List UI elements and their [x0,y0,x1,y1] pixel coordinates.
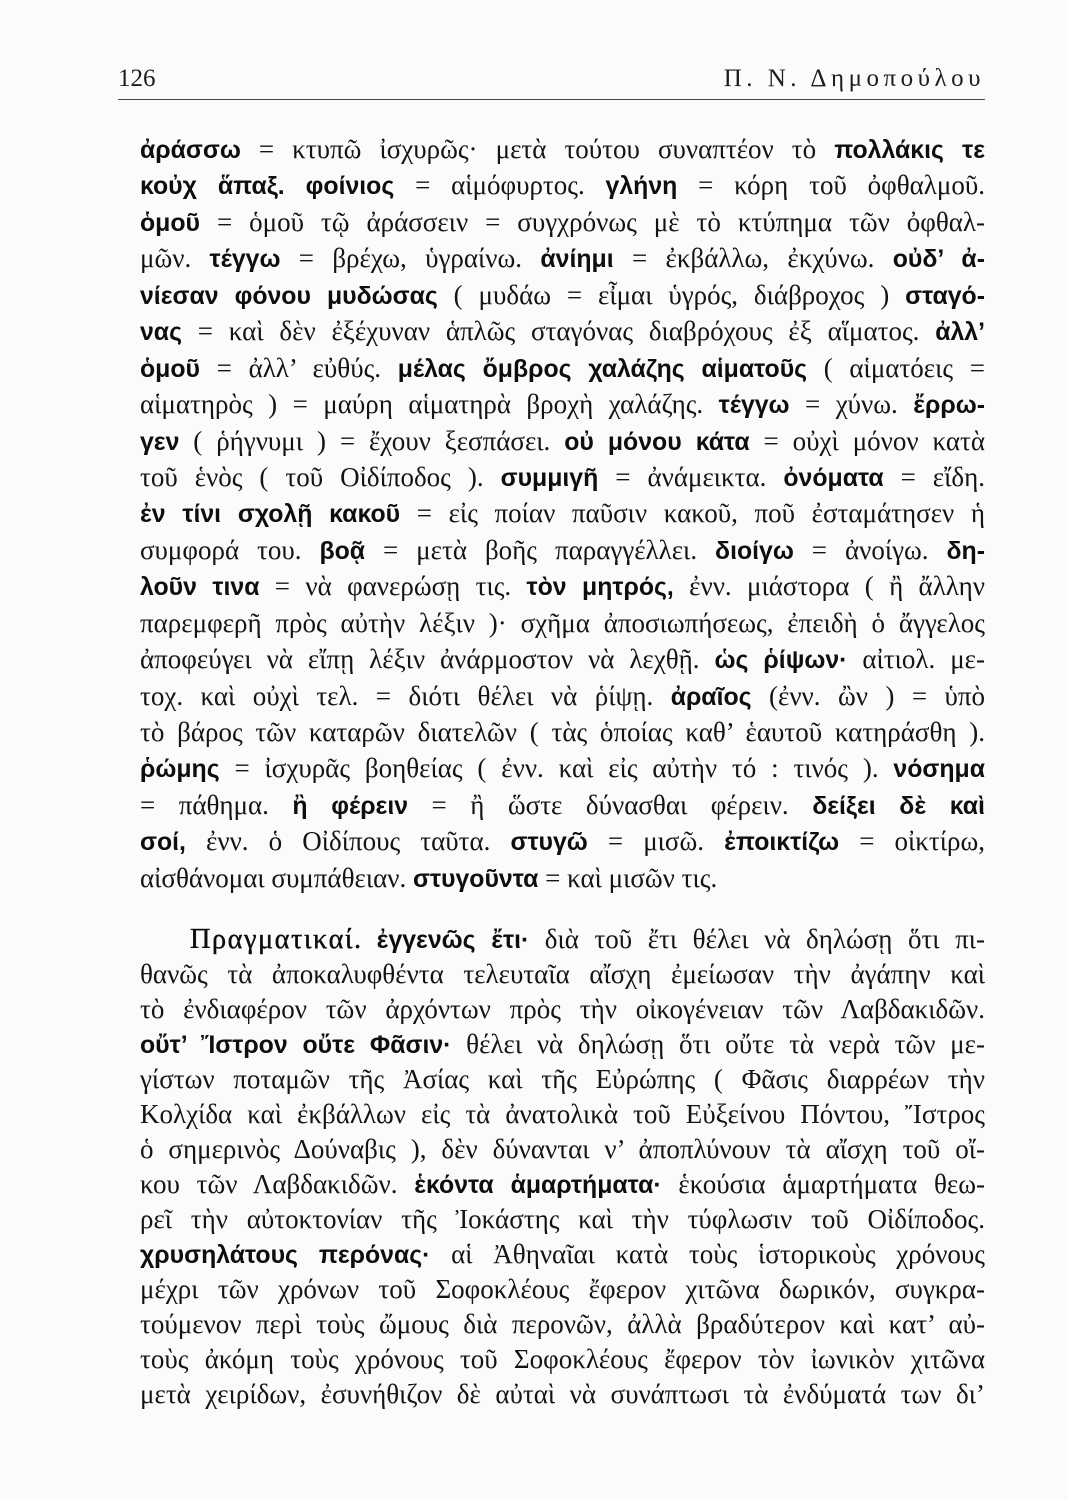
lemma-term: ἔρρω- [913,392,985,420]
text-line [140,350,985,386]
lemma-term: τέγγω [209,246,281,274]
gloss-text: ( ῥήγνυμι ) = ἔχουν ξεσπάσει. [179,425,565,456]
gloss-text: αἱματηρὸς ) = μαύρη αἱματηρὰ βροχὴ χαλάζης. [140,389,719,420]
text-line [140,313,985,349]
gloss-text: = ἀλλ’ εὐθύς. [199,352,398,383]
gloss-text: ( αἱματόεις = [807,352,985,383]
gloss-text: αἱ Ἀθηναῖαι κατὰ τοὺς ἱστορικοὺς χρόνους [430,1239,985,1269]
gloss-text: = εἴδη. [883,461,986,492]
notes-paragraph [140,922,985,1412]
lemma-term: ἀραῖος [670,683,752,711]
gloss-text: = καὶ δὲν ἐξέχυναν ἁπλῶς σταγόνας διαβρόχους ἐξ αἵματος. [181,316,936,347]
gloss-text: ἀποφεύγει νὰ εἴπῃ λέξιν ἀνάρμοστον νὰ λεχθῇ. [140,644,715,675]
text-line [140,750,985,786]
gloss-text: = νὰ φανερώσῃ τις. [259,571,527,602]
gloss-text: θέλει νὰ δηλώσῃ ὅτι οὔτε τὰ νερὰ τῶν με- [451,1029,985,1059]
text-line [140,641,985,677]
gloss-text: παρεμφερῆ πρὸς αὐτὴν λέξιν )· σχῆμα ἀποσιωπήσεως, ἐπειδὴ ὁ ἄγγελος [140,607,985,638]
lemma-term: ὡς ῥίψων· [714,647,848,675]
lemma-term: γεν [140,428,180,456]
gloss-text: Κολχίδα καὶ ἐκβάλλων εἰς τὰ ἀνατολικὰ τοῦ Εὐξείνου Πόντου, Ἴστρος [140,1099,985,1129]
gloss-text: = μισῶ. [587,826,725,857]
lemma-term: ἀλλ’ [935,319,985,347]
lemma-term: δείξει δὲ καὶ [812,792,985,820]
gloss-text: κου τῶν Λαβδακιδῶν. [140,1169,415,1199]
gloss-text: τοὺς ἀκόμη τοὺς χρόνους τοῦ Σοφοκλέους ἔφερον τὸν ἰωνικὸν χιτῶνα [140,1344,985,1374]
text-line [140,1377,985,1412]
gloss-text: = καὶ μισῶν τις. [538,862,718,893]
text-line [140,1272,985,1307]
text-line [140,386,985,422]
page-number: 126 [118,65,156,92]
gloss-text: = ἰσχυρᾶς βοηθείας ( ἐνν. καὶ εἰς αὐτὴν τό : τινός ). [219,753,894,784]
lemma-term: στυγοῦντα [412,865,539,893]
text-line [140,204,985,240]
page-header [118,62,985,96]
text-line [140,532,985,568]
lemma-term: νας [140,319,182,347]
text-line [140,678,985,714]
gloss-text: ἐνν. ὁ Οἰδίπους ταῦτα. [185,826,511,857]
gloss-text: = πάθημα. [140,789,293,820]
lemma-term: ῥώμης [140,756,220,784]
gloss-text: = κόρη τοῦ ὀφθαλμοῦ. [677,170,985,201]
lemma-term: οὐ μόνου κάτα [564,428,750,456]
text-line [140,1132,985,1167]
text-line [140,495,985,531]
gloss-text: μέχρι τῶν χρόνων τοῦ Σοφοκλέους ἔφερον χιτῶνα δωρικόν, συγκρα- [140,1274,985,1304]
lemma-term: δη- [946,537,985,565]
lemma-term: σταγό- [905,282,985,310]
text-line [140,240,985,276]
header-rule [118,99,985,100]
lemma-term: ἀνίημι [540,246,614,274]
gloss-text: μῶν. [140,243,210,274]
gloss-text: τοχ. καὶ οὐχὶ τελ. = διότι θέλει νὰ ῥίψῃ. [140,680,671,711]
gloss-text: τοῦ ἑνὸς ( τοῦ Οἰδίποδος ). [140,461,501,492]
lemma-term: ἑκόντα ἁμαρτήματα· [414,1172,662,1199]
text-line [140,167,985,203]
gloss-text: = ἀνοίγω. [793,534,947,565]
lemma-term: ἢ φέρειν [292,792,409,820]
gloss-text: θανῶς τὰ ἀποκαλυφθέντα τελευταῖα αἴσχη ἐμείωσαν τὴν ἀγάπην καὶ [140,959,985,989]
lemma-term: ἐποικτίζω [724,829,840,857]
lemma-term: μέλας ὄμβρος χαλάζης αἱματοῦς [397,355,808,383]
text-line [140,1342,985,1377]
gloss-text: = οὐχὶ μόνον κατὰ [749,425,985,456]
lemma-term: χρυσηλάτους περόνας· [140,1242,431,1269]
gloss-text: = κτυπῶ ἰσχυρῶς· μετὰ τούτου συναπτέον τὸ [240,134,835,164]
lemma-term: σοί, [140,829,186,857]
text-line [140,787,985,823]
gloss-text: τὸ ἐνδιαφέρον τῶν ἀρχόντων πρὸς τὴν οἰκογένειαν τῶν Λαβδακιδῶν. [140,994,985,1024]
lemma-term: πολλάκις τε [834,137,985,164]
gloss-text: αἰτιολ. με- [847,644,985,675]
gloss-text: = βρέχω, ὑγραίνω. [280,243,541,274]
gloss-text: = ἐκβάλλω, ἐκχύνω. [613,243,893,274]
gloss-text: αἰσθάνομαι συμπάθειαν. [140,862,413,893]
gloss-text: διὰ τοῦ ἔτι θέλει νὰ δηλώσῃ ὅτι πι- [529,924,985,954]
gloss-text: = μετὰ βοῆς παραγγέλλει. [365,534,716,565]
text-line [140,277,985,313]
lemma-term: λοῦν τινα [140,574,260,602]
gloss-text: γίστων ποταμῶν τῆς Ἀσίας καὶ τῆς Εὐρώπης ( Φᾶσις διαρρέων τὴν [140,1064,985,1094]
text-line [140,1237,985,1272]
gloss-text: = ἢ ὥστε δύνασθαι φέρειν. [408,789,813,820]
text-line [140,823,985,859]
gloss-text: = αἱμόφυρτος. [394,170,606,201]
gloss-text: τούμενον περὶ τοὺς ὤμους διὰ περονῶν, ἀλλὰ βραδύτερον καὶ κατ’ αὐ- [140,1309,985,1339]
lemma-term: ὀνόματα [783,464,884,492]
running-head-author: Π. Ν. Δημοπούλου [723,65,985,92]
gloss-text: = ἀνάμεικτα. [598,461,784,492]
text-line [140,423,985,459]
text-line [140,1167,985,1202]
gloss-text: συμφορά του. [140,534,320,565]
gloss-text: μετὰ χειρίδων, ἐσυνήθιζον δὲ αὐταὶ νὰ συνάπτωσι τὰ ἐνδύματά των δι’ [140,1379,985,1409]
lemma-term: στυγῶ [510,829,588,857]
section-heading: Πραγματικαί. [190,924,363,955]
lemma-term: τὸν μητρός, [526,574,674,602]
text-line [140,992,985,1027]
gloss-text: ἑκούσια ἁμαρτήματα θεω- [661,1169,986,1199]
text-line [140,131,985,167]
lemma-term: νίεσαν φόνου μυδώσας [140,282,438,310]
gloss-text: ρεῖ τὴν αὐτοκτονίαν τῆς Ἰοκάστης καὶ τὴν τύφλωσιν τοῦ Οἰδίποδος. [140,1204,985,1234]
lemma-term: διοίγω [715,537,794,565]
lemma-term: κοὐχ ἅπαξ. φοίνιος [140,173,395,201]
text-line [140,568,985,604]
lemma-term: ἐν τίνι σχολῇ κακοῦ [140,501,401,529]
lemma-term: νόσημα [893,756,985,784]
glossary-paragraph [140,131,985,896]
text-line [140,1202,985,1237]
text-line [140,605,985,641]
gloss-text: = ὁμοῦ τῷ ἀράσσειν = συγχρόνως μὲ τὸ κτύπημα τῶν ὀφθαλ- [199,206,985,237]
lemma-term: ἐγγενῶς ἔτι· [376,927,530,954]
lemma-term: συμμιγῆ [500,464,599,492]
text-line [140,1307,985,1342]
gloss-text: ( μυδάω = εἶμαι ὑγρός, διάβροχος ) [437,279,906,310]
text-line [140,860,985,896]
gloss-text: = χύνω. [789,389,914,420]
text-line [140,1027,985,1062]
gloss-text: (ἐνν. ὢν ) = ὑπὸ [751,680,985,711]
gloss-text: = εἰς ποίαν παῦσιν κακοῦ, ποῦ ἐσταμάτησεν ἡ [400,498,985,529]
lemma-term: οὔτ’ Ἴστρον οὔτε Φᾶσιν· [140,1032,452,1059]
text-line [140,1062,985,1097]
text-line [140,957,985,992]
text-line [140,922,985,957]
gloss-text: τὸ βάρος τῶν καταρῶν διατελῶν ( τὰς ὁποίας καθ’ ἑαυτοῦ κατηράσθη ). [140,717,985,747]
text-line [140,1097,985,1132]
lemma-term: ἀράσσω [140,137,241,164]
lemma-term: ὁμοῦ [140,209,200,237]
gloss-text: ἐνν. μιάστορα ( ἢ ἄλλην [673,571,985,602]
lemma-term: βοᾷ [319,537,366,565]
lemma-term: γλήνη [605,173,678,201]
lemma-term: ὁμοῦ [140,355,200,383]
text-line [140,714,985,750]
gloss-text: = οἰκτίρω, [839,826,985,857]
gloss-text: ὁ σημερινὸς Δούναβις ), δὲν δύνανται ν’ ἀποπλύνουν τὰ αἴσχη τοῦ οἴ- [140,1134,985,1164]
text-line [140,459,985,495]
lemma-term: τέγγω [718,392,790,420]
lemma-term: οὐδ’ ἀ- [892,246,985,274]
